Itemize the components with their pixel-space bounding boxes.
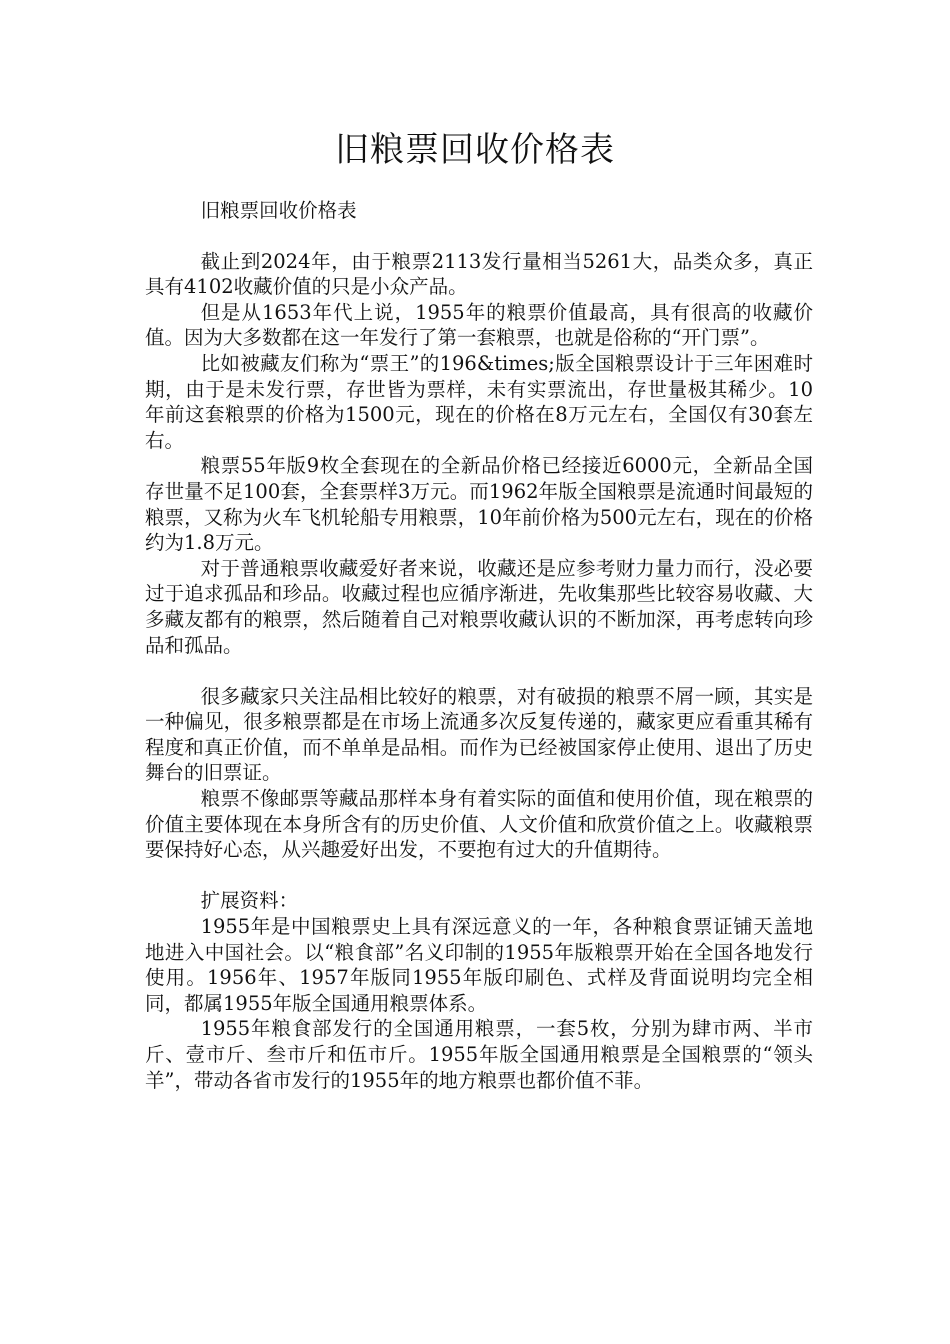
document-title: 旧粮票回收价格表 [335,130,615,170]
paragraph: 粮票不像邮票等藏品那样本身有着实际的面值和使用价值，现在粮票的价值主要体现在本身所含有的历史价值、人文价值和欣赏价值之上。收藏粮票要保持好心态，从兴趣爱好出发，不要抱有过大的升值期待。 [145,787,813,862]
paragraph: 对于普通粮票收藏爱好者来说，收藏还是应参考财力量力而行，没必要过于追求孤品和珍品。收藏过程也应循序渐进，先收集那些比较容易收藏、大多藏友都有的粮票，然后随着自己对粮票收藏认识的不断加深，再考虑转向珍品和孤品。 [145,556,813,657]
paragraph: 1955年粮食部发行的全国通用粮票，一套5枚，分别为肆市两、半市斤、壹市斤、叁市斤和伍市斤。1955年版全国通用粮票是全国粮票的“领头羊”，带动各省市发行的1955年的地方粮票也都价值不菲。 [145,1017,813,1092]
paragraph: 很多藏家只关注品相比较好的粮票，对有破损的粮票不屑一顾，其实是一种偏见，很多粮票都是在市场上流通多次反复传递的，藏家更应看重其稀有程度和真正价值，而不单单是品相。而作为已经被国家停止使用、退出了历史舞台的旧票证。 [145,684,813,785]
paragraph: 1955年是中国粮票史上具有深远意义的一年，各种粮食票证铺天盖地地进入中国社会。以“粮食部”名义印制的1955年版粮票开始在全国各地发行使用。1956年、1957年版同1955年版印刷色、式样及背面说明均完全相同，都属1955年版全国通用粮票体系。 [145,915,813,1015]
paragraph-spacer [145,863,813,889]
paragraph: 截止到2024年，由于粮票2113发行量相当5261大，品类众多，真正具有4102收藏价值的只是小众产品。 [145,249,813,299]
document-subtitle: 旧粮票回收价格表 [200,199,357,222]
extended-info-heading: 扩展资料： [200,889,299,913]
paragraph: 比如被藏友们称为“票王”的196&times;版全国粮票设计于三年困难时期，由于是未发行票，存世皆为票样，未有实票流出，存世量极其稀少。10年前这套粮票的价格为1500元，现在的价格在8万元左右，全国仅有30套左右。 [145,351,813,452]
paragraph: 但是从1653年代上说，1955年的粮票价值最高，具有很高的收藏价值。因为大多数都在这一年发行了第一套粮票，也就是俗称的“开门票”。 [145,300,813,350]
paragraph: 粮票55年版9枚全套现在的全新品价格已经接近6000元，全新品全国存世量不足100套，全套票样3万元。而1962年版全国粮票是流通时间最短的粮票，又称为火车飞机轮船专用粮票，10年前价格为500元左右，现在的价格约为1.8万元。 [145,454,813,555]
paragraph-spacer [145,658,813,684]
document-body [145,198,813,1093]
